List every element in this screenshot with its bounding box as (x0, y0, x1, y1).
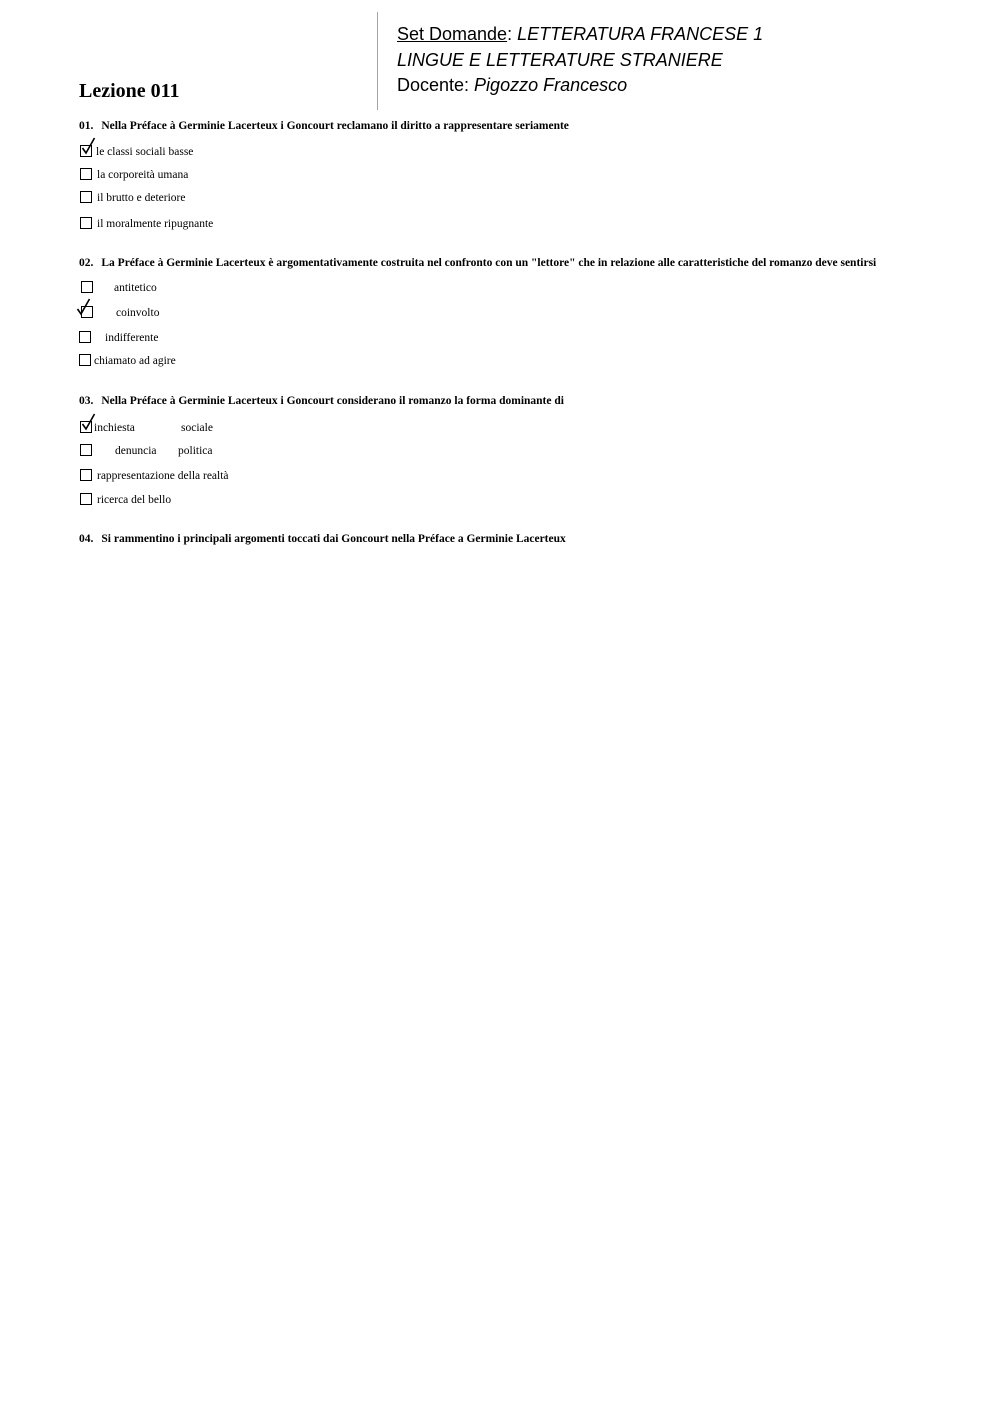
option-label: denuncia (115, 445, 157, 457)
answer-checkbox[interactable] (80, 493, 92, 505)
answer-checkbox[interactable] (80, 444, 92, 456)
answer-checkbox[interactable] (80, 469, 92, 481)
question-02 (79, 256, 876, 270)
option-label: il brutto e deteriore (97, 192, 186, 204)
answer-checkbox[interactable] (81, 281, 93, 293)
question-text: La Préface à Germinie Lacerteux è argomentativamente costruita nel confronto con un "lettore" che in relazione alle caratteristiche del romanzo deve sentirsi (101, 257, 877, 269)
question-number: 04. (79, 533, 94, 545)
question-04 (79, 532, 566, 546)
set-line (397, 22, 763, 48)
option-label: coinvolto (116, 307, 160, 319)
answer-checkbox[interactable] (80, 168, 92, 180)
question-number: 01. (79, 120, 94, 132)
teacher-label: Docente: (397, 75, 475, 95)
option-label: la corporeità umana (97, 169, 189, 181)
answer-checkbox[interactable] (79, 354, 91, 366)
option-label: inchiesta (94, 422, 135, 434)
question-01 (79, 119, 569, 133)
question-number: 03. (79, 395, 94, 407)
question-text: Nella Préface à Germinie Lacerteux i Goncourt considerano il romanzo la forma dominante di (101, 395, 564, 407)
option-label: rappresentazione della realtà (97, 470, 229, 482)
option-label: il moralmente ripugnante (97, 218, 214, 230)
set-value: LETTERATURA FRANCESE 1 (517, 24, 764, 44)
option-label: ricerca del bello (97, 494, 172, 506)
question-text: Si rammentino i principali argomenti toccati dai Goncourt nella Préface a Germinie Lacerteux (101, 533, 566, 545)
option-label: chiamato ad agire (94, 355, 176, 367)
question-03 (79, 394, 564, 408)
document-header (397, 22, 763, 99)
answer-checkbox[interactable] (80, 217, 92, 229)
answer-checkbox[interactable] (79, 331, 91, 343)
set-separator: : (507, 24, 518, 44)
teacher-name: Pigozzo Francesco (474, 75, 628, 95)
option-label: le classi sociali basse (96, 146, 194, 158)
option-label-secondary: politica (178, 445, 213, 457)
answer-checkbox[interactable] (80, 191, 92, 203)
lesson-title: Lezione 011 (79, 80, 180, 102)
checkmark-icon (81, 137, 97, 157)
option-label-secondary: sociale (181, 422, 213, 434)
checkmark-icon (76, 298, 92, 318)
header-divider (377, 12, 378, 110)
question-number: 02. (79, 257, 94, 269)
course-name: LINGUE E LETTERATURE STRANIERE (397, 49, 723, 70)
option-label: indifferente (105, 332, 159, 344)
question-text: Nella Préface à Germinie Lacerteux i Goncourt reclamano il diritto a rappresentare seriamente (101, 120, 569, 132)
set-label: Set Domande (397, 24, 508, 44)
teacher-line (397, 73, 763, 99)
option-label: antitetico (114, 282, 157, 294)
